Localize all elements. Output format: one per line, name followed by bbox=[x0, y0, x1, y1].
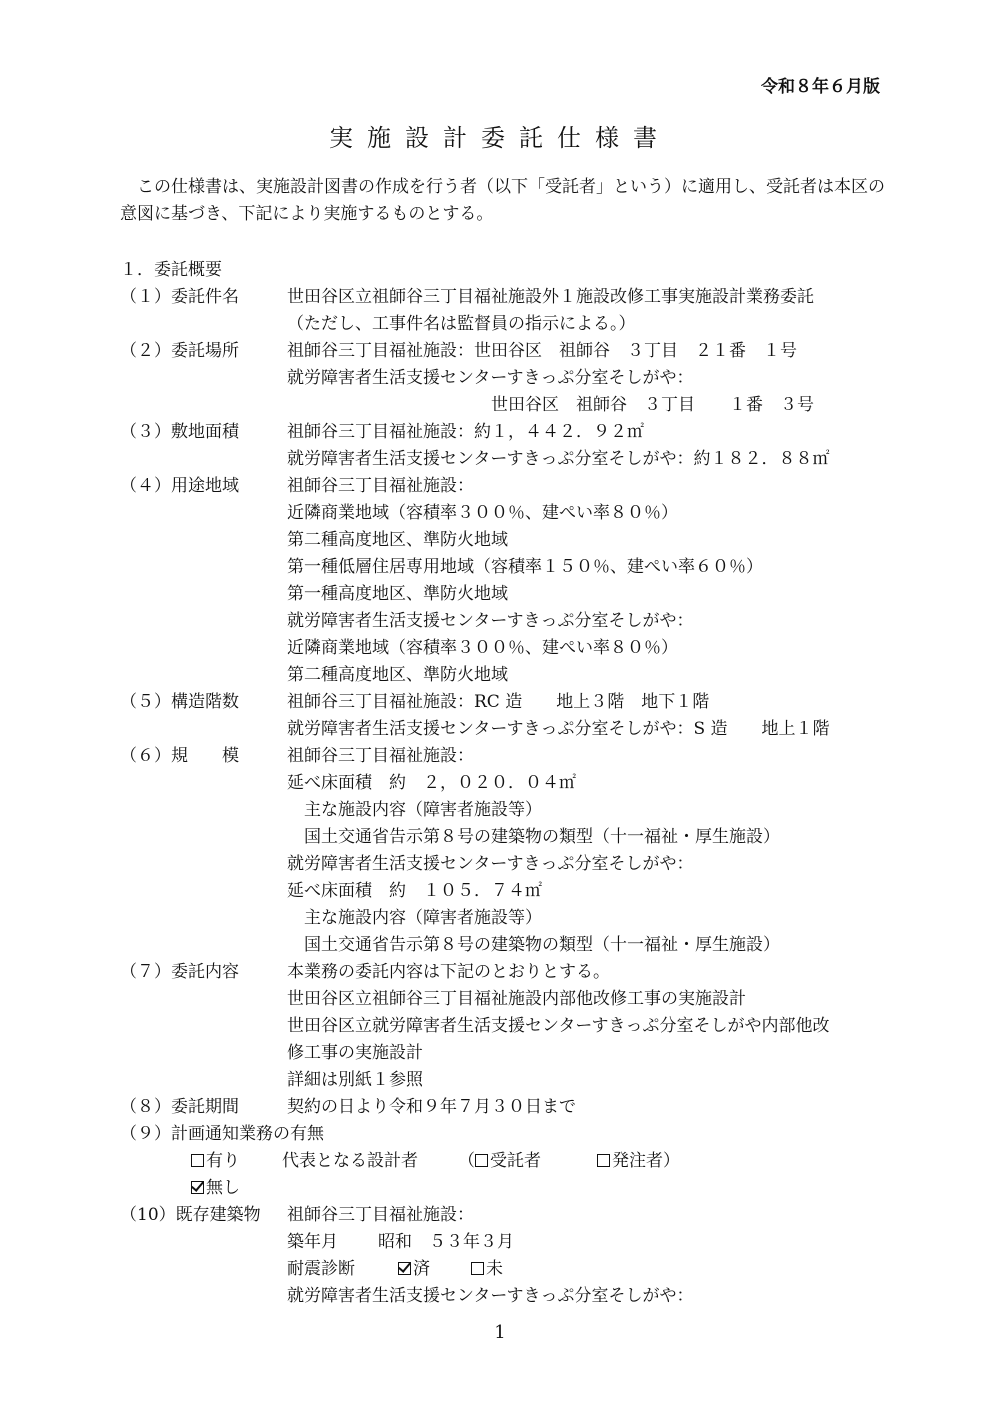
option-label: 有り bbox=[206, 1151, 240, 1171]
document-title: 実施設計委託仕様書 bbox=[329, 124, 671, 152]
item-text: 世田谷区 祖師谷 ３丁目 １番 ３号 bbox=[491, 395, 814, 415]
checkbox-checked-icon[interactable] bbox=[398, 1262, 411, 1275]
item-text: 主な施設内容（障害者施設等） bbox=[304, 908, 542, 928]
option-label: 発注者） bbox=[612, 1151, 680, 1171]
item-text: 本業務の委託内容は下記のとおりとする。 bbox=[287, 962, 610, 982]
item-text: 第二種高度地区、準防火地域 bbox=[287, 530, 508, 550]
seismic-not-option[interactable] bbox=[471, 1259, 503, 1279]
item-text: 世田谷区立祖師谷三丁目福祉施設外１施設改修工事実施設計業務委託 bbox=[287, 287, 814, 307]
built-value: 昭和 ５３年３月 bbox=[378, 1232, 514, 1252]
item-text: 詳細は別紙１参照 bbox=[287, 1070, 423, 1090]
item-text: 就労障害者生活支援センターすきっぷ分室そしがや： bbox=[287, 854, 694, 874]
orderer-option[interactable] bbox=[597, 1151, 680, 1171]
item-text: 修工事の実施設計 bbox=[287, 1043, 423, 1063]
option-yes[interactable] bbox=[191, 1151, 240, 1171]
item-text: （ただし、工事件名は監督員の指示による。） bbox=[287, 314, 636, 334]
option-label: 受託者 bbox=[490, 1151, 541, 1171]
item-text: 延べ床面積 約 １０５．７４㎡ bbox=[287, 881, 542, 901]
item-text: 世田谷区立就労障害者生活支援センターすきっぷ分室そしがや内部他改 bbox=[287, 1016, 830, 1036]
item-text: 祖師谷三丁目福祉施設：世田谷区 祖師谷 ３丁目 ２１番 １号 bbox=[287, 341, 797, 361]
seismic-label: 耐震診断 bbox=[287, 1259, 355, 1279]
option-label: 無し bbox=[206, 1178, 240, 1198]
item-label: （６）規 模 bbox=[120, 746, 239, 766]
item-text: 延べ床面積 約 ２，０２０．０４㎡ bbox=[287, 773, 576, 793]
item-text: 就労障害者生活支援センターすきっぷ分室そしがや： bbox=[287, 1286, 694, 1306]
item-text: 第一種高度地区、準防火地域 bbox=[287, 584, 508, 604]
built-label: 築年月 bbox=[287, 1232, 338, 1252]
designer-options bbox=[458, 1151, 541, 1171]
intro-text: この仕様書は、実施設計図書の作成を行う者（以下「受託者」という）に適用し、受託者は本区の意図に基づき、下記により実施するものとする。 bbox=[120, 177, 885, 224]
item-label: （８）委託期間 bbox=[120, 1097, 239, 1117]
item-text: 就労障害者生活支援センターすきっぷ分室そしがや： bbox=[287, 611, 694, 631]
item-text: 国土交通省告示第８号の建築物の類型（十一福祉・厚生施設） bbox=[304, 935, 780, 955]
section-heading: １．委託概要 bbox=[120, 260, 222, 280]
item-label: （２）委託場所 bbox=[120, 341, 239, 361]
item-label: （５）構造階数 bbox=[120, 692, 239, 712]
option-label: 済 bbox=[413, 1259, 430, 1279]
item-text: 国土交通省告示第８号の建築物の類型（十一福祉・厚生施設） bbox=[304, 827, 780, 847]
item-label: （４）用途地域 bbox=[120, 476, 239, 496]
item-text: 就労障害者生活支援センターすきっぷ分室そしがや： bbox=[287, 368, 694, 388]
item-text: 契約の日より令和９年７月３０日まで bbox=[287, 1097, 576, 1117]
edition-label: 令和８年６月版 bbox=[761, 77, 880, 97]
paren-text: （ bbox=[458, 1151, 475, 1171]
page-number: 1 bbox=[494, 1322, 506, 1343]
checkbox-unchecked-icon[interactable] bbox=[471, 1262, 484, 1275]
checkbox-checked-icon[interactable] bbox=[191, 1181, 204, 1194]
option-no[interactable] bbox=[191, 1178, 240, 1198]
item-text: 就労障害者生活支援センターすきっぷ分室そしがや：S 造 地上１階 bbox=[287, 719, 830, 739]
item-label: （10）既存建築物 bbox=[120, 1205, 261, 1225]
item-text: 祖師谷三丁目福祉施設： bbox=[287, 746, 474, 766]
item-label: （７）委託内容 bbox=[120, 962, 239, 982]
item-text: 祖師谷三丁目福祉施設： bbox=[287, 1205, 474, 1225]
item-text: 主な施設内容（障害者施設等） bbox=[304, 800, 542, 820]
item-label: （１）委託件名 bbox=[120, 287, 239, 307]
item-text: 近隣商業地域（容積率３００％、建ぺい率８０％） bbox=[287, 638, 678, 658]
intro-paragraph bbox=[120, 174, 890, 228]
item-text: 就労障害者生活支援センターすきっぷ分室そしがや：約１８２．８８㎡ bbox=[287, 449, 830, 469]
checkbox-unchecked-icon[interactable] bbox=[475, 1154, 488, 1167]
item-label: （９）計画通知業務の有無 bbox=[120, 1124, 324, 1144]
seismic-done-option[interactable] bbox=[398, 1259, 430, 1279]
item-text: 近隣商業地域（容積率３００％、建ぺい率８０％） bbox=[287, 503, 678, 523]
item-text: 祖師谷三丁目福祉施設：約１，４４２．９２㎡ bbox=[287, 422, 644, 442]
item-label: （３）敷地面積 bbox=[120, 422, 239, 442]
item-text: 第一種低層住居専用地域（容積率１５０％、建ぺい率６０％） bbox=[287, 557, 763, 577]
checkbox-unchecked-icon[interactable] bbox=[191, 1154, 204, 1167]
item-text: 祖師谷三丁目福祉施設： bbox=[287, 476, 474, 496]
designer-label: 代表となる設計者 bbox=[282, 1151, 418, 1171]
checkbox-unchecked-icon[interactable] bbox=[597, 1154, 610, 1167]
option-label: 未 bbox=[486, 1259, 503, 1279]
item-text: 第二種高度地区、準防火地域 bbox=[287, 665, 508, 685]
item-text: 祖師谷三丁目福祉施設：RC 造 地上３階 地下１階 bbox=[287, 692, 710, 712]
item-text: 世田谷区立祖師谷三丁目福祉施設内部他改修工事の実施設計 bbox=[287, 989, 746, 1009]
